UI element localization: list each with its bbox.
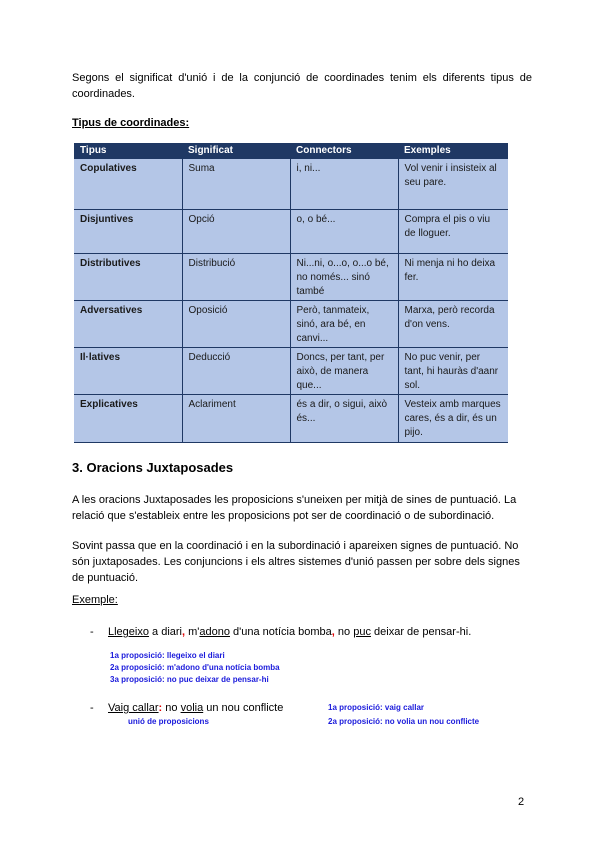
example-label: Exemple: <box>72 594 118 606</box>
cell-exemple: Compra el pis o viu de lloguer. <box>398 209 508 253</box>
cell-tipus: Il·latives <box>74 347 182 394</box>
text: no <box>162 702 181 714</box>
proposition-2: 2a proposició: no volia un nou conflicte <box>328 717 480 726</box>
cell-significat: Distribució <box>182 253 290 300</box>
header-tipus: Tipus <box>74 143 182 159</box>
cell-tipus: Explicatives <box>74 394 182 442</box>
cell-significat: Aclariment <box>182 394 290 442</box>
coordinades-table <box>74 143 508 443</box>
verb-puc: puc <box>353 626 371 638</box>
proposition-1: 1a proposició: llegeixo el diari <box>110 651 225 660</box>
page-number: 2 <box>518 796 525 808</box>
table-row <box>74 300 508 347</box>
paragraph-juxtaposades: A les oracions Juxtaposades les proposicions s'uneixen per mitjà de sines de puntuació. La relació que s'estableix entre les proposicions pot ser de coordinació o de subordinació. <box>72 494 517 522</box>
cell-tipus: Distributives <box>74 253 182 300</box>
proposition-2: 2a proposició: m'adono d'una notícia bomba <box>110 663 280 672</box>
table-header-row <box>74 143 508 159</box>
proposition-1: 1a proposició: vaig callar <box>328 703 425 712</box>
example2-bullet: - <box>90 702 94 714</box>
cell-significat: Opció <box>182 209 290 253</box>
table-row <box>74 253 508 300</box>
cell-exemple: Ni menja ni ho deixa fer. <box>398 253 508 300</box>
cell-significat: Oposició <box>182 300 290 347</box>
comma-mark: , <box>331 626 335 638</box>
cell-exemple: Vesteix amb marques cares, és a dir, és un pijo. <box>398 394 508 442</box>
cell-connectors: Doncs, per tant, per això, de manera que... <box>290 347 398 394</box>
table-row <box>74 209 508 253</box>
verb-adono: adono <box>199 626 230 638</box>
verb-volia: volia <box>180 702 204 714</box>
example1-sentence <box>108 626 471 638</box>
cell-significat: Suma <box>182 159 290 209</box>
union-annotation: unió de proposicions <box>128 717 209 726</box>
cell-tipus: Disjuntives <box>74 209 182 253</box>
cell-connectors: Però, tanmateix, sinó, ara bé, en canvi... <box>290 300 398 347</box>
text: no <box>334 626 354 638</box>
header-connectors: Connectors <box>290 143 398 159</box>
comma-mark: , <box>182 626 186 638</box>
text: d'una notícia bomba <box>230 626 332 638</box>
cell-tipus: Adversatives <box>74 300 182 347</box>
proposition-3: 3a proposició: no puc deixar de pensar-hi <box>110 675 269 684</box>
text: a diari <box>148 626 183 638</box>
example1-propositions <box>110 650 280 686</box>
cell-connectors: Ni...ni, o...o, o...o bé, no només... sinó també <box>290 253 398 300</box>
table-row <box>74 394 508 442</box>
cell-exemple: Marxa, però recorda d'on vens. <box>398 300 508 347</box>
cell-connectors: i, ni... <box>290 159 398 209</box>
table-row <box>74 159 508 209</box>
section-title: 3. Oracions Juxtaposades <box>72 460 234 475</box>
cell-exemple: Vol venir i insisteix al seu pare. <box>398 159 508 209</box>
text: un nou conflicte <box>203 702 284 714</box>
cell-tipus: Copulatives <box>74 159 182 209</box>
table-row <box>74 347 508 394</box>
example2-sentence <box>108 702 283 714</box>
header-exemples: Exemples <box>398 143 508 159</box>
intro-paragraph: Segons el significat d'unió i de la conjunció de coordinades tenim els diferents tipus de coordinades. <box>72 72 532 100</box>
table-title: Tipus de coordinades: <box>72 117 190 129</box>
paragraph-sovint: Sovint passa que en la coordinació i en la subordinació i apareixen signes de puntuació. No són juxtaposades. Les conjuncions i els altres sistemes d'unió passen per sobre dels signes de puntuació. <box>72 540 520 584</box>
verb-llegeixo: Llegeixo <box>108 626 149 638</box>
text: m' <box>185 626 200 638</box>
cell-connectors: és a dir, o sigui, això és... <box>290 394 398 442</box>
verb-vaig-callar: Vaig callar <box>108 702 159 714</box>
example1-bullet: - <box>90 626 94 638</box>
cell-connectors: o, o bé... <box>290 209 398 253</box>
header-significat: Significat <box>182 143 290 159</box>
text: deixar de pensar-hi. <box>370 626 472 638</box>
cell-exemple: No puc venir, per tant, hi hauràs d'aanr sol. <box>398 347 508 394</box>
cell-significat: Deducció <box>182 347 290 394</box>
colon-mark: : <box>158 702 163 714</box>
